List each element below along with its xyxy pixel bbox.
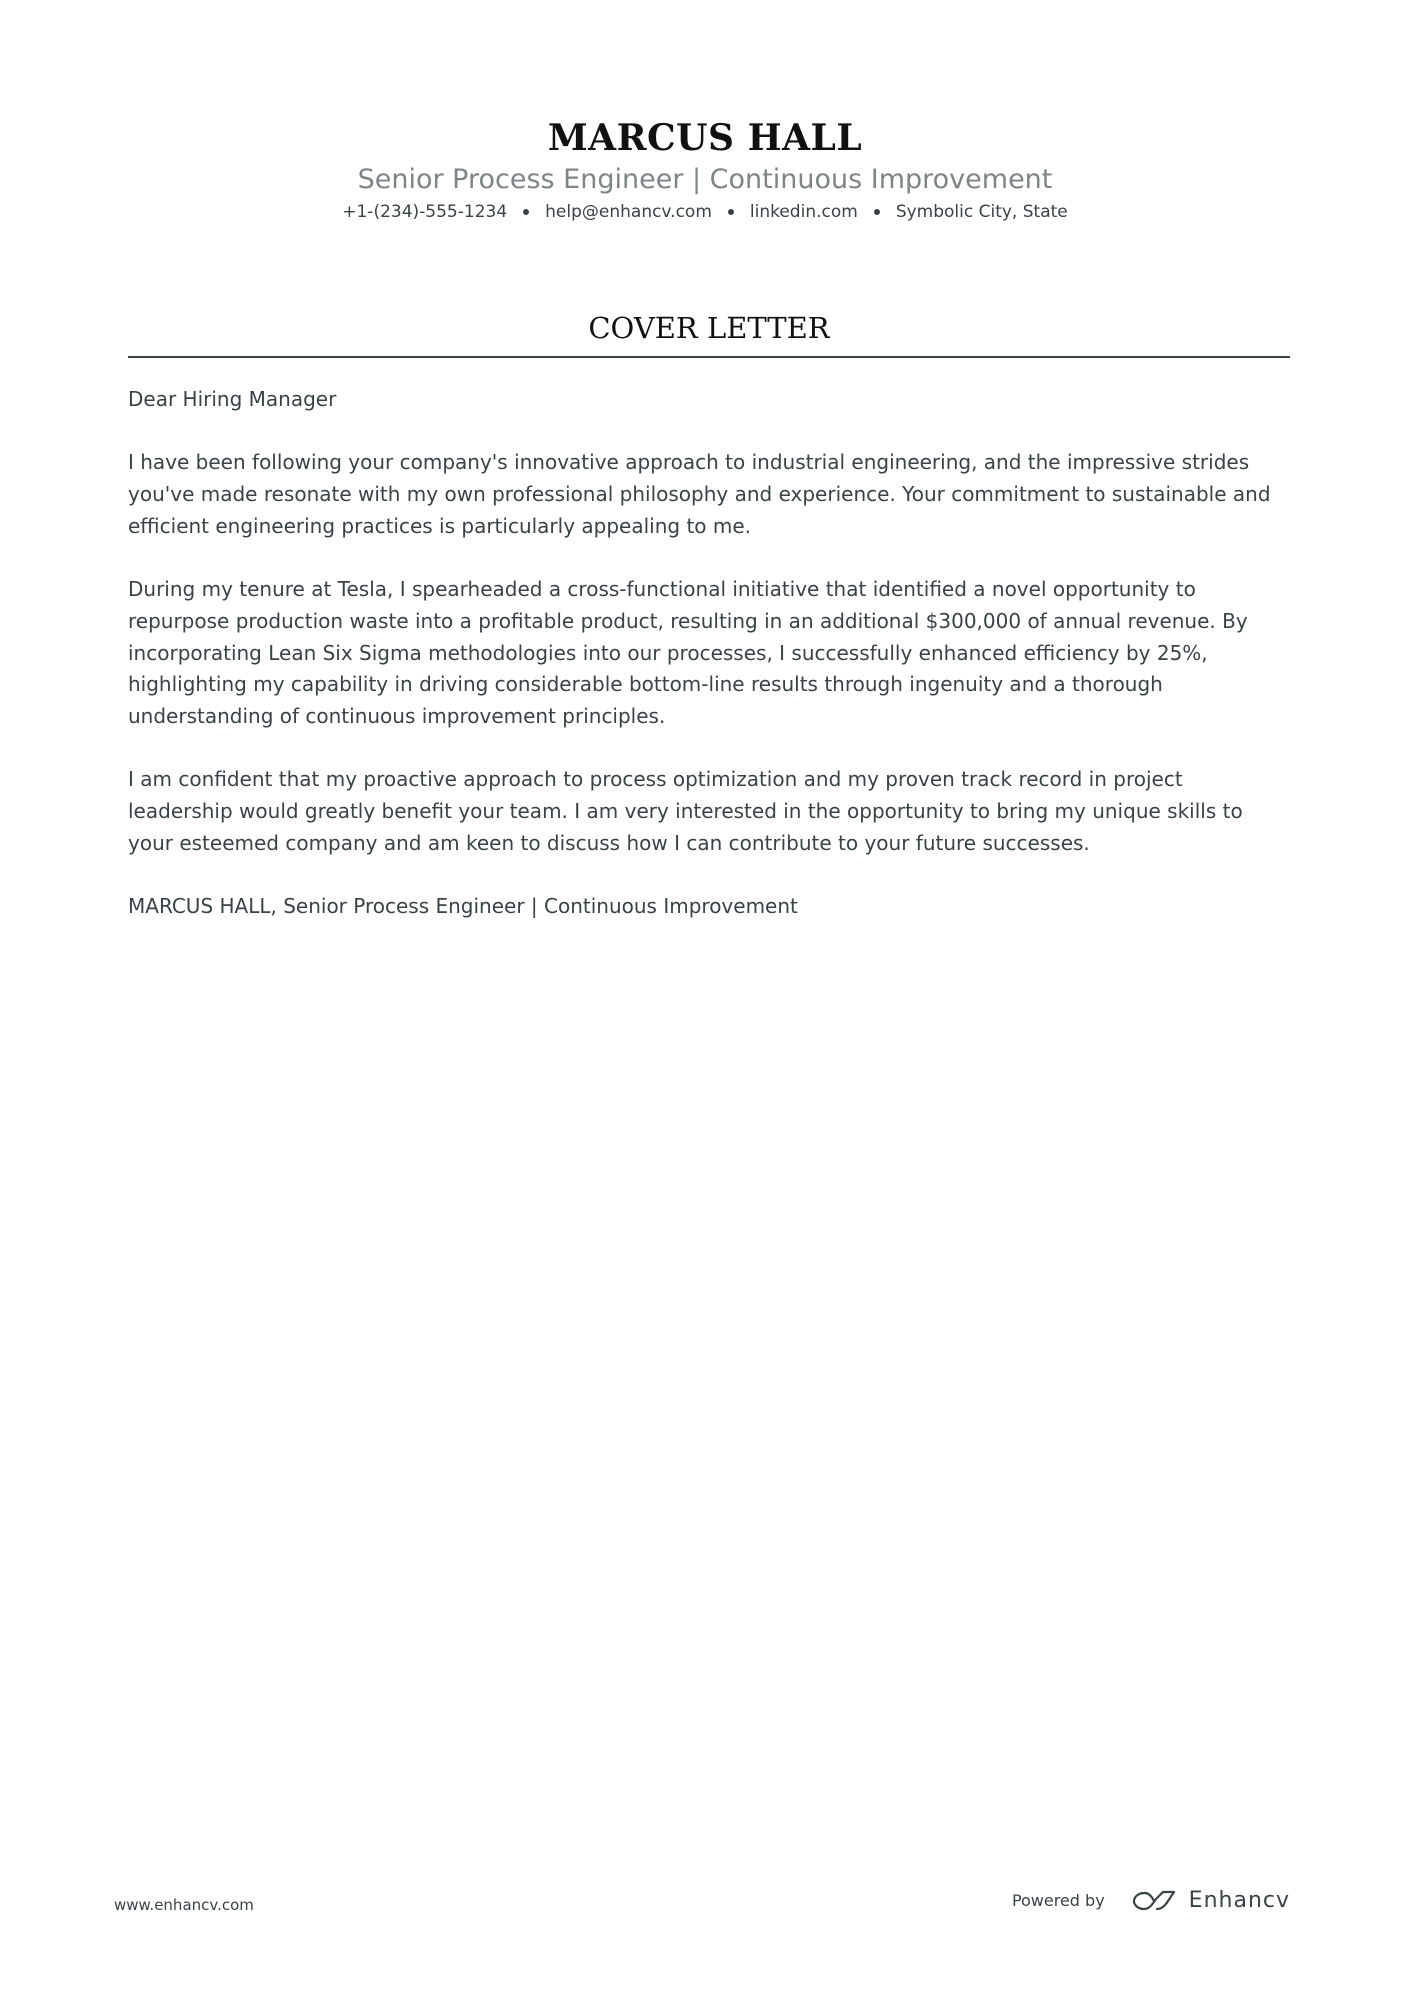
contact-line xyxy=(0,200,1410,224)
letter-body xyxy=(128,384,1290,955)
letter-signature: MARCUS HALL, Senior Process Engineer | Continuous Improvement xyxy=(128,894,798,919)
letter-paragraph-3: I am confident that my proactive approach to process optimization and my proven track record in project leadership would greatly benefit your team. I am very interested in the opportunity to bring my unique skills to your esteemed company and am keen to discuss how I can contribute to your future successes. xyxy=(128,767,1243,855)
resume-header xyxy=(0,112,1410,224)
bullet-separator-icon xyxy=(728,209,734,215)
bullet-separator-icon xyxy=(523,209,529,215)
enhancv-logo-icon xyxy=(1131,1889,1177,1913)
candidate-name: MARCUS HALL xyxy=(547,117,863,159)
contact-location: Symbolic City, State xyxy=(895,202,1068,222)
footer-branding xyxy=(1012,1888,1290,1913)
section-title: COVER LETTER xyxy=(588,311,830,345)
section-divider xyxy=(128,356,1290,358)
letter-paragraph-1: I have been following your company's innovative approach to industrial engineering, and the impressive strides you've made resonate with my own professional philosophy and experience. Your commitment to sustainable and efficient engineering practices is particularly appealing to me. xyxy=(128,450,1271,538)
contact-email: help@enhancv.com xyxy=(545,202,712,222)
footer-website: www.enhancv.com xyxy=(114,1896,254,1914)
contact-linkedin: linkedin.com xyxy=(749,202,858,222)
letter-paragraph-2: During my tenure at Tesla, I spearheaded a cross-functional initiative that identified a novel opportunity to repurpose production waste into a profitable product, resulting in an additional $300,000 of annual revenue. By incorporating Lean Six Sigma methodologies into our processes, I successfully enhanced efficiency by 25%, highlighting my capability in driving considerable bottom-line results through ingenuity and a thorough understanding of continuous improvement principles. xyxy=(128,577,1248,728)
candidate-role: Senior Process Engineer | Continuous Improvement xyxy=(357,164,1053,195)
letter-greeting: Dear Hiring Manager xyxy=(128,387,337,411)
brand-name: Enhancv xyxy=(1188,1888,1290,1913)
contact-phone: +1-(234)-555-1234 xyxy=(342,202,508,222)
powered-by-label: Powered by xyxy=(1011,1891,1105,1910)
bullet-separator-icon xyxy=(874,209,880,215)
